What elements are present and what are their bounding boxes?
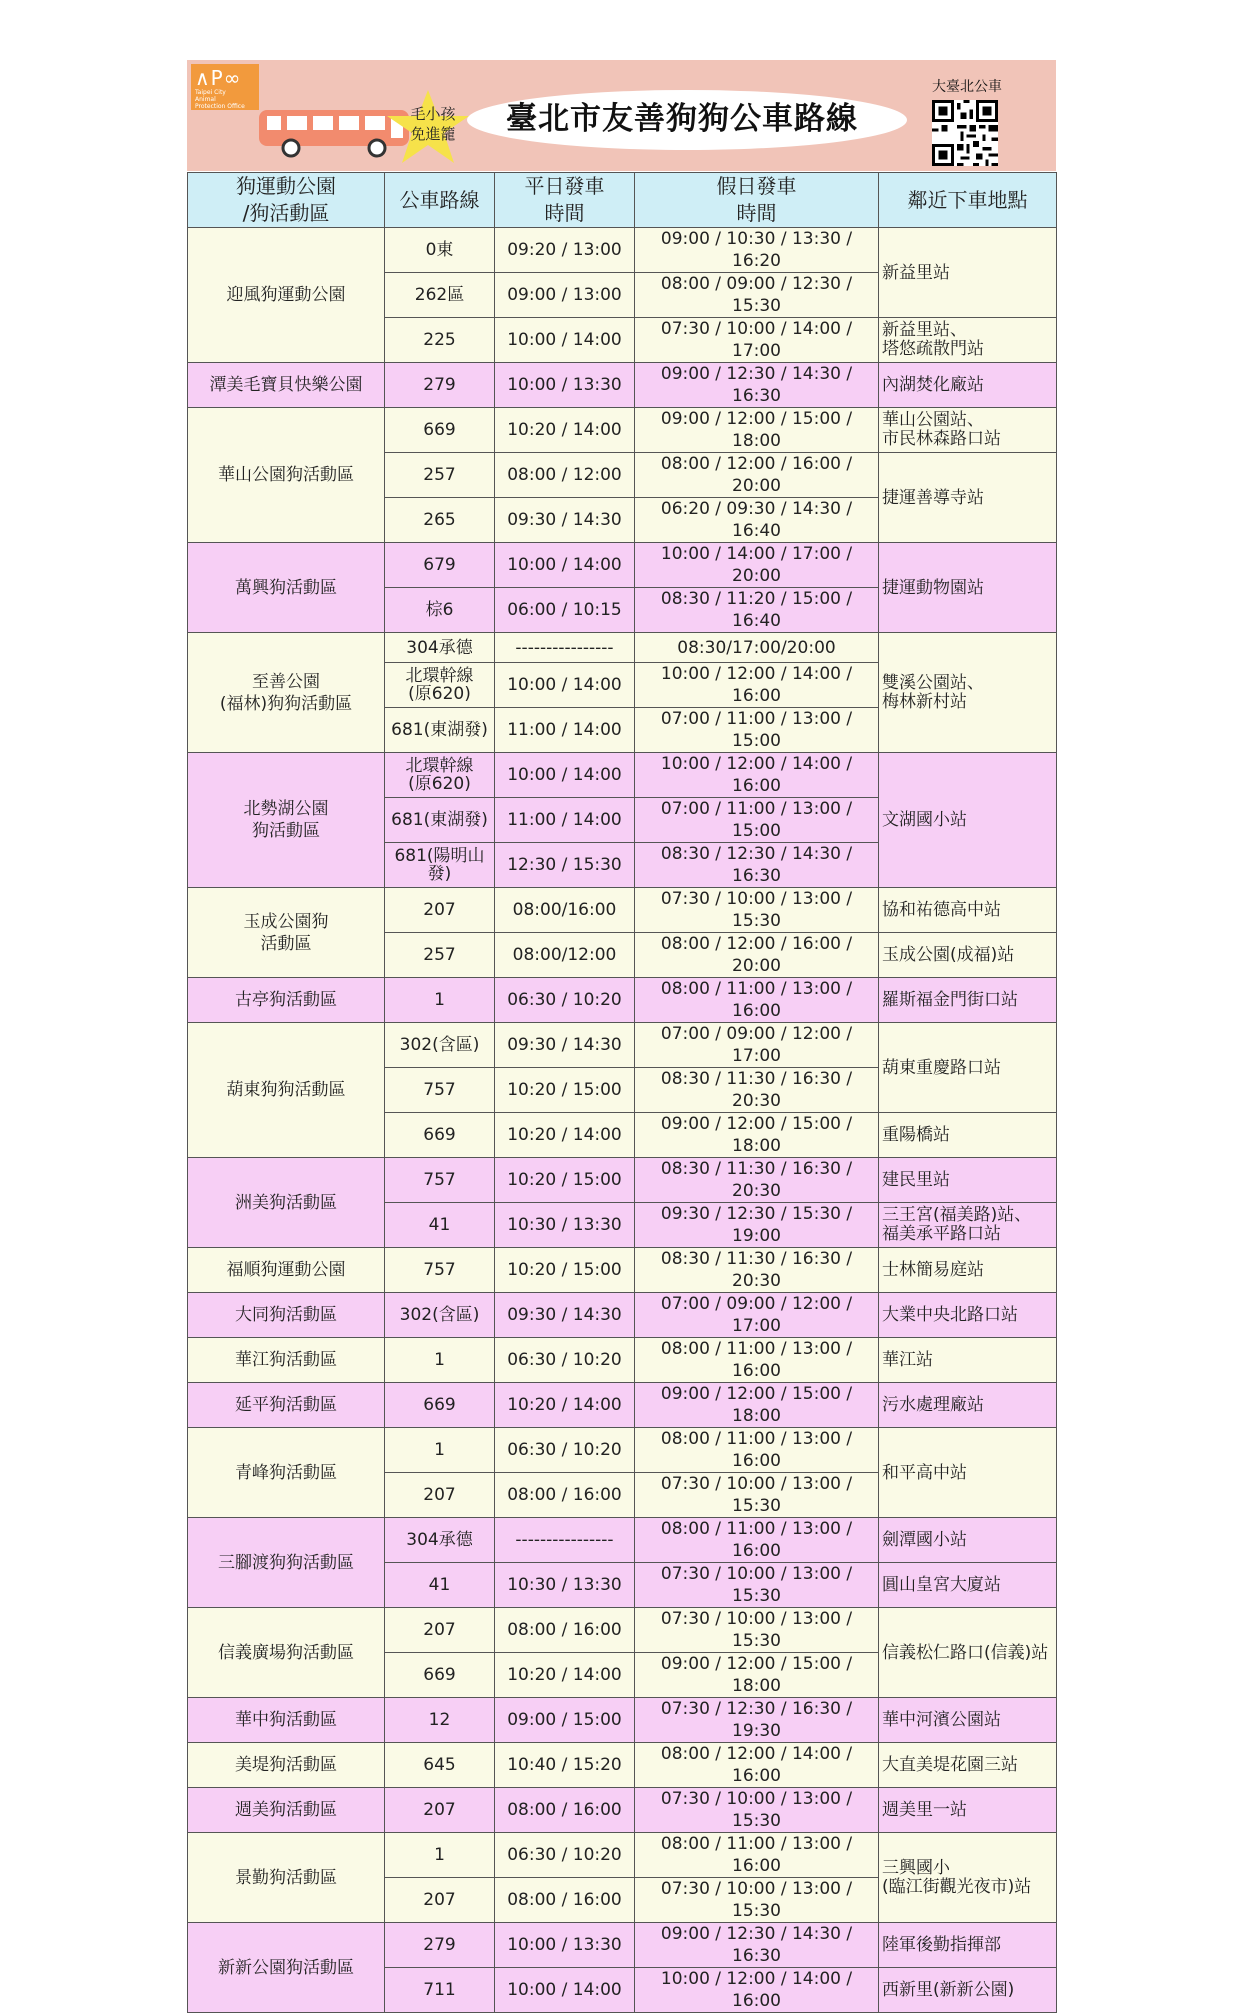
holiday-time-cell: 08:30 / 11:20 / 15:00 / 16:40 — [635, 588, 879, 633]
stop-cell: 建民里站 — [879, 1158, 1057, 1203]
weekday-time-cell: 10:00 / 13:30 — [495, 1923, 635, 1968]
park-name-cell: 信義廣場狗活動區 — [188, 1608, 385, 1698]
park-name-cell: 華江狗活動區 — [188, 1338, 385, 1383]
stop-cell: 玉成公園(成福)站 — [879, 933, 1057, 978]
route-cell: 207 — [385, 1878, 495, 1923]
stop-cell: 西新里(新新公園) — [879, 1968, 1057, 2013]
col-header-holiday: 假日發車 時間 — [635, 173, 879, 228]
route-cell: 1 — [385, 1338, 495, 1383]
stop-cell: 華江站 — [879, 1338, 1057, 1383]
weekday-time-cell: 10:00 / 14:00 — [495, 1968, 635, 2013]
qr-code-icon[interactable] — [932, 100, 998, 166]
stop-cell: 陸軍後勤指揮部 — [879, 1923, 1057, 1968]
weekday-time-cell: 09:00 / 13:00 — [495, 273, 635, 318]
weekday-time-cell: 10:20 / 15:00 — [495, 1068, 635, 1113]
stop-cell: 週美里一站 — [879, 1788, 1057, 1833]
col-header-weekday: 平日發車 時間 — [495, 173, 635, 228]
park-name-cell: 新新公園狗活動區 — [188, 1923, 385, 2013]
route-cell: 679 — [385, 543, 495, 588]
holiday-time-cell: 08:00 / 11:00 / 13:00 / 16:00 — [635, 1338, 879, 1383]
park-name-cell: 景勤狗活動區 — [188, 1833, 385, 1923]
table-row — [188, 633, 1057, 663]
weekday-time-cell: 06:00 / 10:15 — [495, 588, 635, 633]
table-header-row — [188, 173, 1057, 228]
route-cell: 41 — [385, 1203, 495, 1248]
holiday-time-cell: 07:00 / 11:00 / 13:00 / 15:00 — [635, 708, 879, 753]
route-cell: 207 — [385, 1473, 495, 1518]
route-cell: 棕6 — [385, 588, 495, 633]
weekday-time-cell: 10:20 / 14:00 — [495, 408, 635, 453]
holiday-time-cell: 07:30 / 10:00 / 13:00 / 15:30 — [635, 1608, 879, 1653]
page-title: 臺北市友善狗狗公車路線 — [506, 101, 858, 137]
park-name-cell: 青峰狗活動區 — [188, 1428, 385, 1518]
holiday-time-cell: 10:00 / 12:00 / 14:00 / 16:00 — [635, 663, 879, 708]
table-row — [188, 408, 1057, 453]
weekday-time-cell: 12:30 / 15:30 — [495, 843, 635, 888]
weekday-time-cell: ---------------- — [495, 633, 635, 663]
table-row — [188, 1158, 1057, 1203]
no-cage-badge: 毛小孩免進籠 — [410, 105, 456, 143]
weekday-time-cell: 09:00 / 15:00 — [495, 1698, 635, 1743]
holiday-time-cell: 08:00 / 11:00 / 13:00 / 16:00 — [635, 1833, 879, 1878]
park-name-cell: 美堤狗活動區 — [188, 1743, 385, 1788]
route-cell: 257 — [385, 453, 495, 498]
route-cell: 302(含區) — [385, 1293, 495, 1338]
route-cell: 645 — [385, 1743, 495, 1788]
weekday-time-cell: 06:30 / 10:20 — [495, 1428, 635, 1473]
stop-cell: 華中河濱公園站 — [879, 1698, 1057, 1743]
park-name-cell: 洲美狗活動區 — [188, 1158, 385, 1248]
holiday-time-cell: 07:30 / 10:00 / 13:00 / 15:30 — [635, 1563, 879, 1608]
route-cell: 0東 — [385, 228, 495, 273]
route-cell: 265 — [385, 498, 495, 543]
holiday-time-cell: 09:00 / 12:30 / 14:30 / 16:30 — [635, 1923, 879, 1968]
stop-cell: 華山公園站、 市民林森路口站 — [879, 408, 1057, 453]
park-name-cell: 潭美毛寶貝快樂公園 — [188, 363, 385, 408]
route-cell: 711 — [385, 1968, 495, 2013]
holiday-time-cell: 07:30 / 10:00 / 13:00 / 15:30 — [635, 888, 879, 933]
weekday-time-cell: 10:00 / 14:00 — [495, 318, 635, 363]
weekday-time-cell: 10:20 / 15:00 — [495, 1248, 635, 1293]
park-name-cell: 北勢湖公園 狗活動區 — [188, 753, 385, 888]
weekday-time-cell: 08:00 / 12:00 — [495, 453, 635, 498]
holiday-time-cell: 10:00 / 14:00 / 17:00 / 20:00 — [635, 543, 879, 588]
park-name-cell: 萬興狗活動區 — [188, 543, 385, 633]
park-name-cell: 三腳渡狗狗活動區 — [188, 1518, 385, 1608]
weekday-time-cell: ---------------- — [495, 1518, 635, 1563]
holiday-time-cell: 08:00 / 11:00 / 13:00 / 16:00 — [635, 978, 879, 1023]
col-header-route: 公車路線 — [385, 173, 495, 228]
route-cell: 669 — [385, 1113, 495, 1158]
route-cell: 757 — [385, 1068, 495, 1113]
route-cell: 262區 — [385, 273, 495, 318]
holiday-time-cell: 09:00 / 12:00 / 15:00 / 18:00 — [635, 408, 879, 453]
weekday-time-cell: 06:30 / 10:20 — [495, 978, 635, 1023]
weekday-time-cell: 10:00 / 13:30 — [495, 363, 635, 408]
route-cell: 41 — [385, 1563, 495, 1608]
route-cell: 257 — [385, 933, 495, 978]
table-row — [188, 1698, 1057, 1743]
stop-cell: 捷運善導寺站 — [879, 453, 1057, 543]
holiday-time-cell: 09:30 / 12:30 / 15:30 / 19:00 — [635, 1203, 879, 1248]
stop-cell: 大業中央北路口站 — [879, 1293, 1057, 1338]
weekday-time-cell: 08:00 / 16:00 — [495, 1608, 635, 1653]
holiday-time-cell: 07:30 / 10:00 / 13:00 / 15:30 — [635, 1473, 879, 1518]
stop-cell: 內湖焚化廠站 — [879, 363, 1057, 408]
table-row — [188, 228, 1057, 273]
weekday-time-cell: 09:30 / 14:30 — [495, 1293, 635, 1338]
route-cell: 681(東湖發) — [385, 798, 495, 843]
weekday-time-cell: 10:40 / 15:20 — [495, 1743, 635, 1788]
table-row — [188, 1608, 1057, 1653]
weekday-time-cell: 10:20 / 14:00 — [495, 1383, 635, 1428]
weekday-time-cell: 10:30 / 13:30 — [495, 1563, 635, 1608]
holiday-time-cell: 10:00 / 12:00 / 14:00 / 16:00 — [635, 753, 879, 798]
weekday-time-cell: 06:30 / 10:20 — [495, 1833, 635, 1878]
route-cell: 北環幹線 (原620) — [385, 663, 495, 708]
weekday-time-cell: 08:00/16:00 — [495, 888, 635, 933]
park-name-cell: 週美狗活動區 — [188, 1788, 385, 1833]
bus-route-table — [187, 172, 1057, 2013]
table-row — [188, 1338, 1057, 1383]
weekday-time-cell: 08:00/12:00 — [495, 933, 635, 978]
route-cell: 681(陽明山 發) — [385, 843, 495, 888]
weekday-time-cell: 09:30 / 14:30 — [495, 498, 635, 543]
holiday-time-cell: 07:00 / 09:00 / 12:00 / 17:00 — [635, 1293, 879, 1338]
table-row — [188, 1833, 1057, 1878]
park-name-cell: 古亭狗活動區 — [188, 978, 385, 1023]
table-row — [188, 363, 1057, 408]
stop-cell: 圓山皇宮大廈站 — [879, 1563, 1057, 1608]
route-cell: 207 — [385, 888, 495, 933]
stop-cell: 大直美堤花園三站 — [879, 1743, 1057, 1788]
stop-cell: 信義松仁路口(信義)站 — [879, 1608, 1057, 1698]
holiday-time-cell: 07:00 / 09:00 / 12:00 / 17:00 — [635, 1023, 879, 1068]
route-cell: 1 — [385, 1428, 495, 1473]
park-name-cell: 福順狗運動公園 — [188, 1248, 385, 1293]
holiday-time-cell: 08:30 / 11:30 / 16:30 / 20:30 — [635, 1158, 879, 1203]
holiday-time-cell: 08:30 / 12:30 / 14:30 / 16:30 — [635, 843, 879, 888]
route-cell: 207 — [385, 1608, 495, 1653]
holiday-time-cell: 09:00 / 12:00 / 15:00 / 18:00 — [635, 1113, 879, 1158]
weekday-time-cell: 10:00 / 14:00 — [495, 753, 635, 798]
weekday-time-cell: 10:30 / 13:30 — [495, 1203, 635, 1248]
holiday-time-cell: 09:00 / 12:00 / 15:00 / 18:00 — [635, 1383, 879, 1428]
park-name-cell: 大同狗活動區 — [188, 1293, 385, 1338]
weekday-time-cell: 08:00 / 16:00 — [495, 1473, 635, 1518]
route-cell: 207 — [385, 1788, 495, 1833]
weekday-time-cell: 08:00 / 16:00 — [495, 1878, 635, 1923]
holiday-time-cell: 09:00 / 12:30 / 14:30 / 16:30 — [635, 363, 879, 408]
table-row — [188, 1518, 1057, 1563]
holiday-time-cell: 08:00 / 11:00 / 13:00 / 16:00 — [635, 1428, 879, 1473]
route-cell: 1 — [385, 978, 495, 1023]
holiday-time-cell: 07:30 / 12:30 / 16:30 / 19:30 — [635, 1698, 879, 1743]
weekday-time-cell: 09:30 / 14:30 — [495, 1023, 635, 1068]
route-cell: 北環幹線 (原620) — [385, 753, 495, 798]
route-cell: 681(東湖發) — [385, 708, 495, 753]
route-cell: 304承德 — [385, 633, 495, 663]
holiday-time-cell: 07:00 / 11:00 / 13:00 / 15:00 — [635, 798, 879, 843]
stop-cell: 雙溪公園站、 梅林新村站 — [879, 633, 1057, 753]
holiday-time-cell: 06:20 / 09:30 / 14:30 / 16:40 — [635, 498, 879, 543]
qr-label: 大臺北公車 — [932, 79, 1002, 95]
holiday-time-cell: 07:30 / 10:00 / 13:00 / 15:30 — [635, 1788, 879, 1833]
park-name-cell: 迎風狗運動公園 — [188, 228, 385, 363]
table-row — [188, 1428, 1057, 1473]
route-cell: 225 — [385, 318, 495, 363]
weekday-time-cell: 10:00 / 14:00 — [495, 543, 635, 588]
stop-cell: 捷運動物園站 — [879, 543, 1057, 633]
stop-cell: 士林簡易庭站 — [879, 1248, 1057, 1293]
park-name-cell: 華山公園狗活動區 — [188, 408, 385, 543]
holiday-time-cell: 08:30/17:00/20:00 — [635, 633, 879, 663]
animal-protection-office-logo: ∧P∞ Taipei City Animal Protection Office — [191, 64, 259, 110]
table-row — [188, 1248, 1057, 1293]
weekday-time-cell: 11:00 / 14:00 — [495, 708, 635, 753]
route-cell: 757 — [385, 1158, 495, 1203]
holiday-time-cell: 08:00 / 12:00 / 16:00 / 20:00 — [635, 453, 879, 498]
weekday-time-cell: 06:30 / 10:20 — [495, 1338, 635, 1383]
stop-cell: 葫東重慶路口站 — [879, 1023, 1057, 1113]
route-cell: 279 — [385, 363, 495, 408]
route-cell: 757 — [385, 1248, 495, 1293]
table-row — [188, 753, 1057, 798]
weekday-time-cell: 11:00 / 14:00 — [495, 798, 635, 843]
route-cell: 669 — [385, 1653, 495, 1698]
weekday-time-cell: 10:00 / 14:00 — [495, 663, 635, 708]
holiday-time-cell: 08:00 / 12:00 / 16:00 / 20:00 — [635, 933, 879, 978]
holiday-time-cell: 10:00 / 12:00 / 14:00 / 16:00 — [635, 1968, 879, 2013]
stop-cell: 文湖國小站 — [879, 753, 1057, 888]
table-row — [188, 1293, 1057, 1338]
stop-cell: 劍潭國小站 — [879, 1518, 1057, 1563]
weekday-time-cell: 10:20 / 14:00 — [495, 1653, 635, 1698]
holiday-time-cell: 08:00 / 11:00 / 13:00 / 16:00 — [635, 1518, 879, 1563]
park-name-cell: 至善公園 (福林)狗狗活動區 — [188, 633, 385, 753]
stop-cell: 羅斯福金門街口站 — [879, 978, 1057, 1023]
header-banner — [187, 60, 1056, 171]
stop-cell: 協和祐德高中站 — [879, 888, 1057, 933]
route-cell: 279 — [385, 1923, 495, 1968]
holiday-time-cell: 09:00 / 12:00 / 15:00 / 18:00 — [635, 1653, 879, 1698]
route-cell: 12 — [385, 1698, 495, 1743]
stop-cell: 新益里站、 塔悠疏散門站 — [879, 318, 1057, 363]
holiday-time-cell: 09:00 / 10:30 / 13:30 / 16:20 — [635, 228, 879, 273]
holiday-time-cell: 07:30 / 10:00 / 13:00 / 15:30 — [635, 1878, 879, 1923]
col-header-park: 狗運動公園 /狗活動區 — [188, 173, 385, 228]
park-name-cell: 延平狗活動區 — [188, 1383, 385, 1428]
park-name-cell: 玉成公園狗 活動區 — [188, 888, 385, 978]
table-row — [188, 1383, 1057, 1428]
table-row — [188, 1023, 1057, 1068]
stop-cell: 新益里站 — [879, 228, 1057, 318]
holiday-time-cell: 08:30 / 11:30 / 16:30 / 20:30 — [635, 1068, 879, 1113]
stop-cell: 三興國小 (臨江街觀光夜市)站 — [879, 1833, 1057, 1923]
holiday-time-cell: 08:00 / 09:00 / 12:30 / 15:30 — [635, 273, 879, 318]
holiday-time-cell: 08:30 / 11:30 / 16:30 / 20:30 — [635, 1248, 879, 1293]
stop-cell: 和平高中站 — [879, 1428, 1057, 1518]
table-body — [188, 228, 1057, 2013]
table-row — [188, 1743, 1057, 1788]
stop-cell: 污水處理廠站 — [879, 1383, 1057, 1428]
holiday-time-cell: 07:30 / 10:00 / 14:00 / 17:00 — [635, 318, 879, 363]
col-header-stop: 鄰近下車地點 — [879, 173, 1057, 228]
weekday-time-cell: 10:20 / 14:00 — [495, 1113, 635, 1158]
table-row — [188, 1788, 1057, 1833]
route-cell: 302(含區) — [385, 1023, 495, 1068]
stop-cell: 三王宮(福美路)站、 福美承平路口站 — [879, 1203, 1057, 1248]
holiday-time-cell: 08:00 / 12:00 / 14:00 / 16:00 — [635, 1743, 879, 1788]
stop-cell: 重陽橋站 — [879, 1113, 1057, 1158]
weekday-time-cell: 10:20 / 15:00 — [495, 1158, 635, 1203]
table-row — [188, 888, 1057, 933]
route-cell: 669 — [385, 1383, 495, 1428]
table-row — [188, 1923, 1057, 1968]
weekday-time-cell: 08:00 / 16:00 — [495, 1788, 635, 1833]
table-row — [188, 543, 1057, 588]
park-name-cell: 華中狗活動區 — [188, 1698, 385, 1743]
table-row — [188, 978, 1057, 1023]
route-cell: 1 — [385, 1833, 495, 1878]
route-cell: 304承德 — [385, 1518, 495, 1563]
weekday-time-cell: 09:20 / 13:00 — [495, 228, 635, 273]
route-cell: 669 — [385, 408, 495, 453]
park-name-cell: 葫東狗狗活動區 — [188, 1023, 385, 1158]
